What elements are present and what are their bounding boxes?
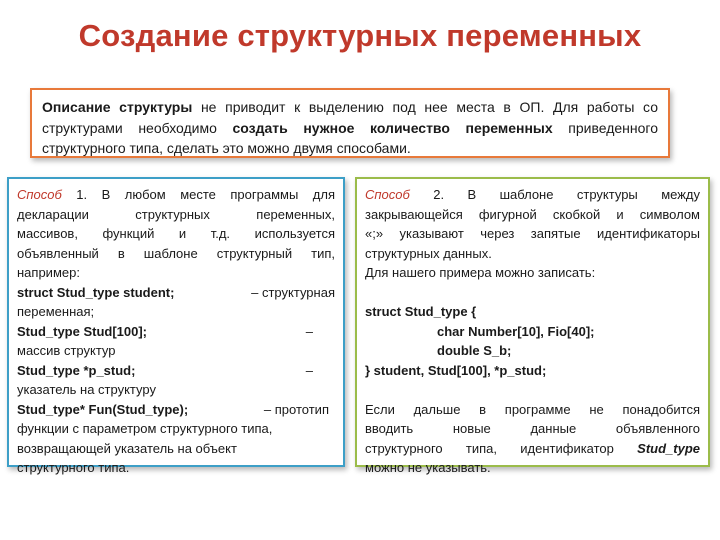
- method-2-label: Способ: [365, 187, 410, 202]
- decl-1-desc: переменная;: [17, 304, 95, 319]
- intro-text-1: не приводит к выделению под нее места в ОП. Для работы со структурами необходимо: [42, 99, 658, 136]
- decl-3-tail: –: [305, 362, 313, 378]
- method-2-line-2: закрывающейся фигурной скобкой и символом: [365, 206, 700, 222]
- method-2-line-3: «;» указывают через запятые идентификаторы: [365, 226, 700, 241]
- decl-1-tail: – структурная: [251, 284, 335, 300]
- method-1-line-4: объявленный в шаблоне структурный тип,: [17, 245, 335, 261]
- decl-4-desc-2: возвращающей указатель на объект: [17, 440, 237, 456]
- decl-3: [17, 361, 335, 381]
- method-2-line-5: Для нашего примера можно записать:: [365, 265, 596, 280]
- intro-box: [30, 88, 670, 158]
- decl-3-desc: указатель на структуру: [17, 382, 156, 397]
- note-line-4: можно не указывать.: [365, 460, 491, 475]
- method-2-box: [355, 177, 710, 475]
- decl-1-code: struct Stud_type student;: [17, 284, 175, 300]
- decl-2-desc: массив структур: [17, 343, 116, 358]
- intro-bold-start: Описание структуры: [42, 99, 193, 115]
- decl-4-code: Stud_type* Fun(Stud_type);: [17, 401, 189, 417]
- decl-2-code: Stud_type Stud[100];: [17, 323, 148, 339]
- method-1-line-3: массивов, функций и т.д. используется: [17, 226, 335, 241]
- decl-4-desc-3: структурного типа.: [17, 460, 130, 475]
- method-1-label: Способ: [17, 187, 62, 202]
- code-line-1: struct Stud_type {: [365, 304, 477, 319]
- note-line-2: вводить новые данные объявленного: [365, 421, 700, 436]
- intro-bold-mid: создать нужное количество переменных: [232, 119, 553, 136]
- decl-2-tail: –: [305, 323, 313, 339]
- decl-3-code: Stud_type *p_stud;: [17, 362, 136, 378]
- decl-1: [17, 283, 335, 303]
- method-1-line-5: например:: [17, 265, 80, 280]
- intro-text-2: приведенного структурного типа, сделать это можно двумя способами.: [42, 119, 658, 156]
- code-line-4: } student, Stud[100], *p_stud;: [365, 362, 547, 378]
- decl-4-tail: – прототип: [263, 401, 329, 417]
- decl-4-desc-1: функции с параметром структурного типа,: [17, 421, 273, 436]
- method-2-line-1: Способ 2. В шаблоне структуры между: [365, 187, 700, 202]
- page-title: Создание структурных переменных: [78, 18, 642, 53]
- code-line-3: double S_b;: [437, 343, 512, 358]
- code-line-2: char Number[10], Fio[40];: [437, 323, 595, 339]
- method-1-line-2: декларации структурных переменных,: [17, 206, 335, 222]
- method-1-box: [7, 177, 345, 475]
- method-2-line-4: структурных данных.: [365, 245, 492, 261]
- decl-4: [17, 400, 335, 420]
- method-1-line-1: Способ 1. В любом месте программы для: [17, 187, 335, 202]
- note-identifier: Stud_type: [637, 440, 700, 456]
- note-line-3: структурного типа, идентификатор Stud_type: [365, 440, 700, 456]
- note-line-1: Если дальше в программе не понадобится: [365, 401, 700, 417]
- decl-2: [17, 322, 335, 342]
